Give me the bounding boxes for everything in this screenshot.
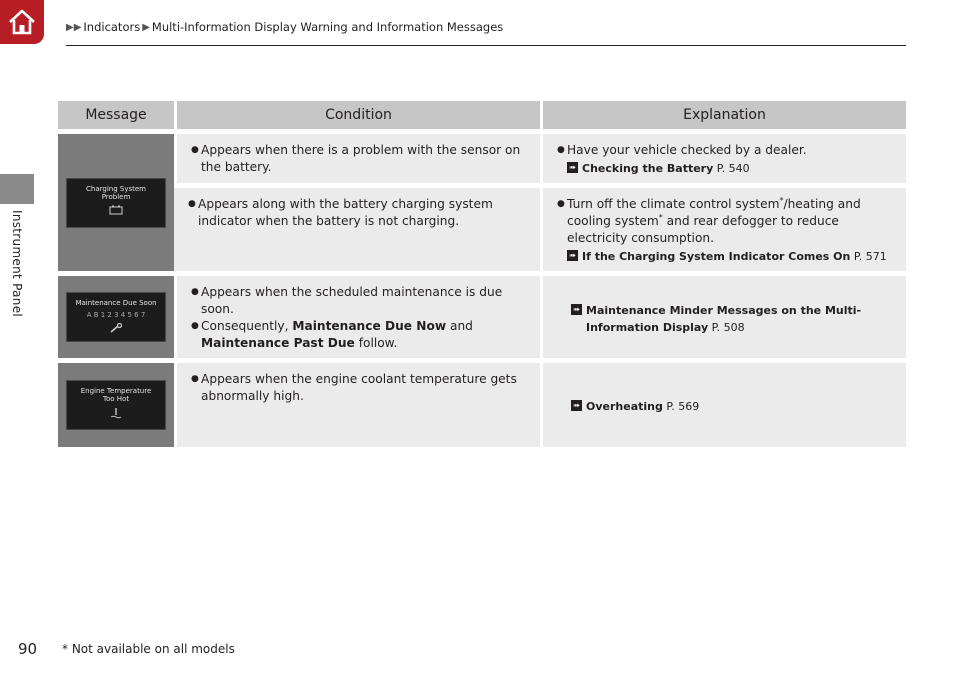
- messages-table: [58, 96, 906, 452]
- explanation-cell: [540, 188, 906, 271]
- condition-part: Consequently,: [201, 319, 293, 333]
- condition-part: follow.: [354, 336, 398, 350]
- condition-cell: [174, 134, 540, 183]
- reference-title: Overheating: [586, 400, 663, 413]
- footnote-marker: *: [779, 195, 784, 205]
- reference-link[interactable]: [557, 160, 898, 177]
- explanation-text: [557, 196, 898, 247]
- table-row: [58, 188, 906, 271]
- condition-bold: Maintenance Past Due: [201, 336, 355, 350]
- condition-text: ● Appears when there is a problem with the sensor on the battery.: [191, 142, 532, 176]
- table-row: [58, 276, 906, 358]
- reference-title: Checking the Battery: [582, 162, 714, 175]
- reference-arrow-icon: ➠: [571, 304, 582, 315]
- explanation-part: Turn off the climate control system: [567, 197, 780, 211]
- reference-page: P. 571: [853, 250, 887, 263]
- display-screen-charging: [66, 178, 166, 228]
- battery-icon: [109, 205, 123, 217]
- condition-part: and: [446, 319, 473, 333]
- explanation-cell: [540, 134, 906, 183]
- screen-text: Charging System: [86, 184, 146, 193]
- header-divider: [66, 45, 906, 46]
- table-row: [58, 134, 906, 183]
- reference-link[interactable]: [557, 248, 898, 265]
- page-number: 90: [18, 640, 38, 658]
- footnote-marker: *: [658, 212, 663, 222]
- message-image-cell: [58, 363, 174, 447]
- explanation-cell: [540, 363, 906, 447]
- header-condition: Condition: [174, 101, 540, 129]
- reference-link[interactable]: [557, 302, 898, 336]
- screen-text: A B 1 2 3 4 5 6 7: [86, 311, 146, 319]
- screen-text: Maintenance Due Soon: [75, 299, 157, 307]
- table-row: [58, 363, 906, 447]
- reference-page: P. 540: [716, 162, 750, 175]
- condition-cell: [174, 188, 540, 271]
- condition-text: [191, 318, 532, 352]
- screen-text: Too Hot: [102, 395, 130, 403]
- reference-page: P. 508: [711, 320, 745, 334]
- condition-bold: Maintenance Due Now: [292, 319, 447, 333]
- message-image-cell: [58, 134, 174, 271]
- breadcrumb-item-messages[interactable]: Multi-Information Display Warning and Information Messages: [151, 20, 504, 34]
- condition-cell: [174, 363, 540, 447]
- breadcrumb-item-indicators[interactable]: Indicators: [83, 20, 141, 34]
- reference-link[interactable]: [557, 398, 898, 415]
- explanation-part: and rear defogger to reduce electricity consumption.: [567, 214, 839, 245]
- section-side-label: Instrument Panel: [10, 210, 24, 318]
- condition-cell: [174, 276, 540, 358]
- display-screen-engine-temp: [66, 380, 166, 430]
- condition-text: ● Appears along with the battery charging system indicator when the battery is not charging.: [188, 196, 532, 230]
- wrench-icon: [109, 323, 123, 335]
- explanation-cell: [540, 276, 906, 358]
- reference-title: Maintenance Minder Messages on the Multi-Information Display: [586, 303, 862, 334]
- screen-text: Engine Temperature: [80, 387, 152, 395]
- reference-arrow-icon: ➠: [567, 162, 578, 173]
- message-image-cell: [58, 276, 174, 358]
- home-button[interactable]: [0, 0, 44, 44]
- condition-text: ● Appears when the scheduled maintenance is due soon.: [191, 284, 532, 318]
- display-screen-maintenance: [66, 292, 166, 342]
- screen-text: Problem: [101, 192, 131, 201]
- breadcrumb-arrow-icon: ▶: [142, 21, 150, 33]
- reference-title: If the Charging System Indicator Comes On: [582, 250, 851, 263]
- header-explanation: Explanation: [540, 101, 906, 129]
- thermometer-icon: [109, 407, 123, 421]
- explanation-part: /heating and cooling system: [567, 197, 861, 228]
- reference-arrow-icon: ➠: [571, 400, 582, 411]
- reference-arrow-icon: ➠: [567, 250, 578, 261]
- reference-page: P. 569: [666, 400, 700, 413]
- breadcrumb-arrow-icon: ▶▶: [66, 21, 82, 33]
- home-icon: [7, 8, 37, 36]
- section-tab-marker: [0, 174, 34, 204]
- header-message: Message: [58, 101, 174, 129]
- explanation-text: ● Have your vehicle checked by a dealer.: [557, 142, 898, 159]
- condition-text: ● Appears when the engine coolant temperature gets abnormally high.: [191, 371, 532, 405]
- table-header-row: [58, 101, 906, 129]
- breadcrumb: [66, 20, 503, 34]
- footnote: * Not available on all models: [62, 642, 235, 656]
